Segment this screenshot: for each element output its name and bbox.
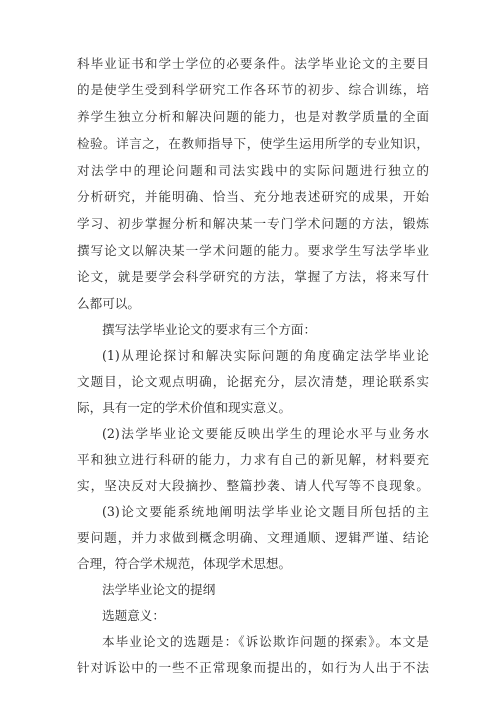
text-line: 撰写论文以解决某一学术问题的能力。要求学生写法学毕业	[77, 243, 429, 258]
text-line: 么都可以。	[77, 296, 140, 311]
text-line: (3)论文要能系统地阐明法学毕业论文题目所包括的主	[102, 504, 429, 519]
text-line: 的是使学生受到科学研究工作各环节的初步、综合训练，培	[77, 82, 429, 97]
text-line: (2)法学毕业论文要能反映出学生的理论水平与业务水	[102, 426, 429, 441]
text-line: (1)从理论探讨和解决实际问题的角度确定法学毕业论	[102, 348, 429, 363]
text-line: 要问题，并力求做到概念明确、文理通顺、逻辑严谨、结论	[77, 530, 429, 545]
text-line: 对法学中的理论问题和司法实践中的实际问题进行独立的	[77, 163, 429, 178]
text-line: 实，坚决反对大段摘抄、整篇抄袭、请人代写等不良现象。	[77, 478, 429, 493]
text-line: 文题目，论文观点明确，论据充分，层次清楚，理论联系实	[77, 374, 429, 389]
text-line: 针对诉讼中的一些不正常现象而提出的，如行为人出于不法	[77, 660, 429, 675]
text-line: 选题意义：	[102, 608, 165, 623]
text-line: 合理，符合学术规范，体现学术思想。	[77, 556, 292, 571]
text-line: 分析研究，并能明确、恰当、充分地表述研究的成果，开始	[77, 189, 429, 204]
text-line: 法学毕业论文的提纲	[102, 582, 216, 597]
text-line: 平和独立进行科研的能力，力求有自己的新见解，材料要充	[77, 452, 429, 467]
text-line: 检验。详言之，在教师指导下，使学生运用所学的专业知识，	[77, 136, 429, 151]
text-line: 际，具有一定的学术价值和现实意义。	[77, 400, 292, 415]
text-line: 论文，就是要学会科学研究的方法，掌握了方法，将来写什	[77, 269, 429, 284]
text-line: 本毕业论文的选题是：《诉讼欺诈问题的探索》。本文是	[102, 634, 429, 649]
text-line: 科毕业证书和学士学位的必要条件。法学毕业论文的主要目	[77, 56, 429, 71]
text-line: 撰写法学毕业论文的要求有三个方面：	[102, 322, 317, 337]
text-line: 学习、初步掌握分析和解决某一专门学术问题的方法，锻炼	[77, 216, 429, 231]
text-line: 养学生独立分析和解决问题的能力，也是对教学质量的全面	[77, 109, 429, 124]
